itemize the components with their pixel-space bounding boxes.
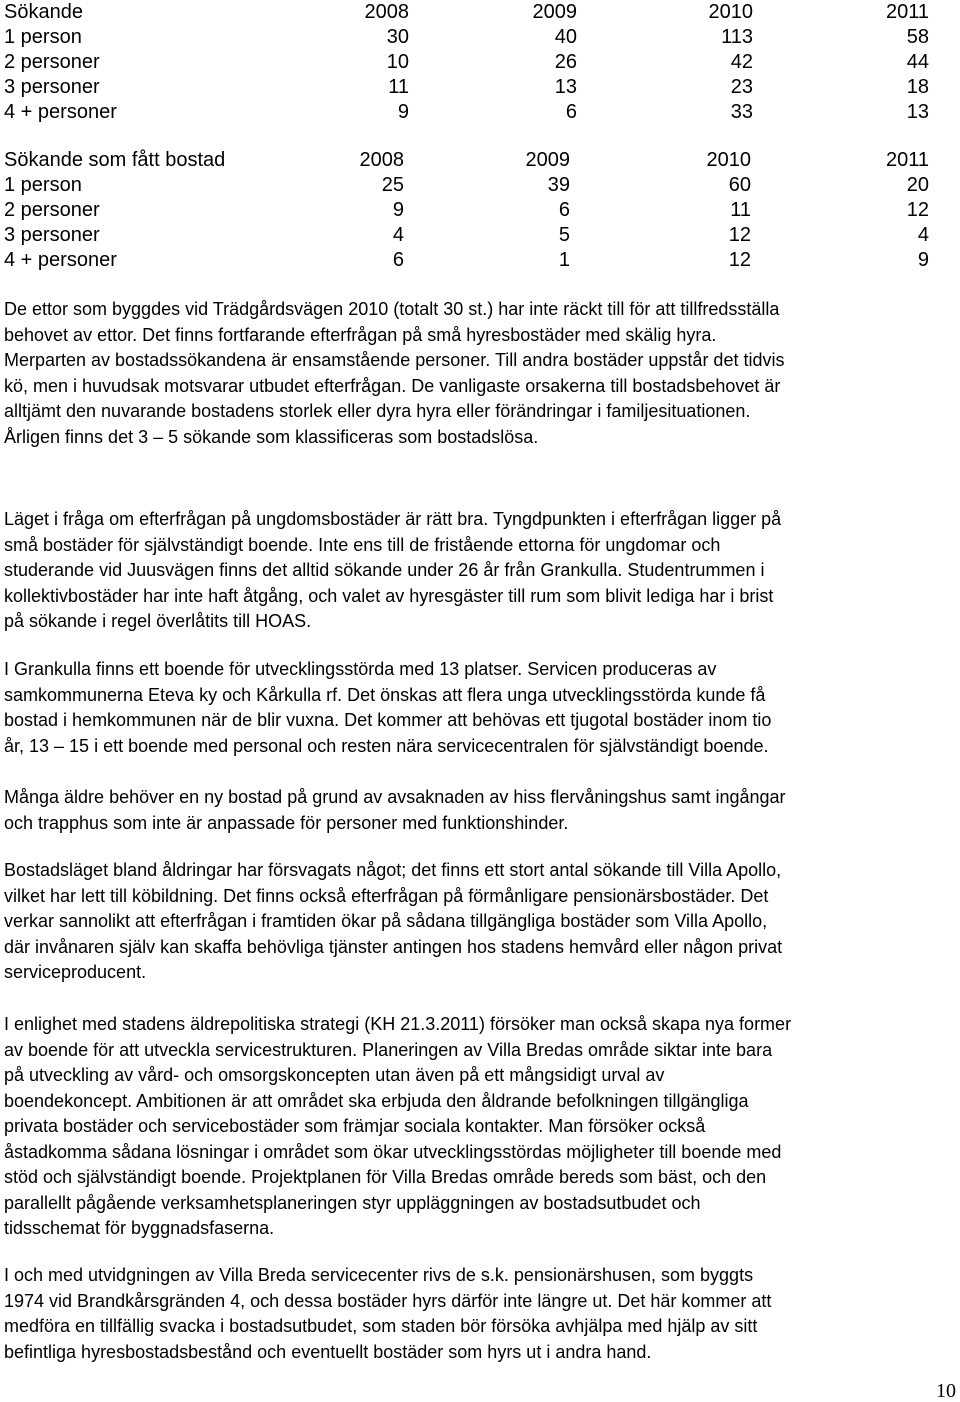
text-line: Läget i fråga om efterfrågan på ungdomsbostäder är rätt bra. Tyngdpunkten i efterfrågan ligger på	[4, 509, 782, 529]
value-cell: 11	[388, 76, 409, 98]
text-line: och trapphus som inte är anpassade för personer med funktionshinder.	[4, 812, 569, 833]
text-line: behovet av ettor. Det finns fortfarande efterfrågan på små hyresbostäder med skälig hyra.	[4, 324, 717, 345]
value-cell: 33	[730, 101, 753, 123]
value-cell: 4	[392, 224, 404, 246]
row-label-cell: 1 person	[4, 174, 82, 196]
page-number: 10	[936, 1380, 956, 1402]
paragraph-4	[4, 785, 960, 836]
text-line: De ettor som byggdes vid Trädgårdsvägen 2010 (totalt 30 st.) har inte räckt till för att tillfredsställa	[4, 299, 780, 319]
text-line: på utveckling av vård- och omsorgskoncepten utan även på ett mångsidigt urval av	[4, 1065, 665, 1085]
table-row	[4, 75, 929, 100]
value-cell: 4	[917, 224, 929, 246]
text-line: Merparten av bostadssökandena är ensamstående personer. Till andra bostäder uppstår det tidvis	[4, 350, 785, 370]
value-cell: 1	[558, 249, 570, 271]
row-label-cell: 3 personer	[4, 224, 100, 246]
applicants-table	[4, 0, 929, 125]
value-cell: 9	[392, 199, 404, 221]
text-line: 1974 vid Brandkårsgränden 4, och dessa bostäder hyrs därför inte längre ut. Det här kommer att	[4, 1290, 772, 1311]
value-cell: 30	[386, 26, 409, 48]
value-cell: 6	[558, 199, 570, 221]
table-row	[4, 223, 929, 248]
table-row	[4, 25, 929, 50]
text-line: I och med utvidgningen av Villa Breda servicecenter rivs de s.k. pensionärshusen, som byggts	[4, 1265, 754, 1285]
applicants-table-body	[4, 0, 929, 125]
paragraph-1	[4, 297, 960, 450]
value-cell: 40	[554, 26, 577, 48]
year-header-cell: 2011	[885, 149, 929, 171]
text-line: Årligen finns det 3 – 5 sökande som klassificeras som bostadslösa.	[4, 426, 539, 447]
text-line: tidsschemat för byggnadsfaserna.	[4, 1218, 275, 1238]
paragraph-2	[4, 507, 960, 635]
value-cell: 13	[906, 101, 929, 123]
text-line: I Grankulla finns ett boende för utvecklingsstörda med 13 platser. Servicen produceras av	[4, 659, 717, 679]
text-line: stöd och självständigt boende. Projektplanen för Villa Bredas område bereds som bäst, och den	[4, 1167, 767, 1187]
text-line: samkommunerna Eteva ky och Kårkulla rf. Det önskas att flera unga utvecklingsstörda kunde få	[4, 684, 766, 705]
row-label-cell: 4 + personer	[4, 249, 117, 271]
paragraph-6	[4, 1012, 960, 1242]
text-line: små bostäder för självständigt boende. Inte ens till de fristående ettorna för ungdomar och	[4, 534, 721, 555]
value-cell: 42	[730, 51, 753, 73]
text-line: på sökande i regel överlåtits till HOAS.	[4, 611, 312, 631]
value-cell: 58	[906, 26, 929, 48]
value-cell: 113	[721, 26, 753, 48]
year-header-cell: 2010	[706, 149, 751, 171]
text-line: I enlighet med stadens äldrepolitiska strategi (KH 21.3.2011) försöker man också skapa nya former	[4, 1014, 792, 1034]
text-line: studerande vid Juusvägen finns det alltid sökande under 26 år från Grankulla. Studentrummen i	[4, 560, 765, 580]
text-line: Bostadsläget bland åldringar har försvagats något; det finns ett stort antal sökande till Villa Apollo,	[4, 860, 782, 880]
value-cell: 5	[558, 224, 570, 246]
table-title-cell: Sökande	[4, 1, 83, 23]
row-label-cell: 1 person	[4, 26, 82, 48]
text-line: verkar sannolikt att efterfrågan i framtiden ökar på sådana tillgängliga bostäder som Villa Apollo,	[4, 911, 768, 931]
table-header-row	[4, 148, 929, 173]
value-cell: 44	[906, 51, 929, 73]
text-line: bostad i hemkommunen när de blir vuxna. Det kommer att behövas ett tjugotal bostäder inom tio	[4, 710, 772, 730]
row-label-cell: 4 + personer	[4, 101, 117, 123]
value-cell: 12	[728, 249, 751, 271]
year-header-cell: 2009	[525, 149, 570, 171]
value-cell: 6	[565, 101, 577, 123]
table-row	[4, 198, 929, 223]
text-line: kö, men i huvudsak motsvarar utbudet efterfrågan. De vanligaste orsakerna till bostadsbehovet är	[4, 375, 781, 396]
table-title-cell: Sökande som fått bostad	[4, 149, 226, 171]
text-line: serviceproducent.	[4, 962, 147, 982]
value-cell: 26	[554, 51, 577, 73]
text-line: år, 13 – 15 i ett boende med personal och resten nära servicecentralen för självständigt boende.	[4, 735, 769, 756]
value-cell: 6	[392, 249, 404, 271]
text-line: privata bostäder och servicebostäder som främjar sociala kontakter. Man försöker också	[4, 1116, 706, 1136]
year-header-cell: 2008	[359, 149, 404, 171]
applicants-housed-table-body	[4, 148, 929, 273]
paragraph-5	[4, 858, 960, 986]
year-header-cell: 2008	[364, 1, 409, 23]
value-cell: 10	[386, 51, 409, 73]
year-header-cell: 2010	[708, 1, 753, 23]
text-line: parallellt pågående verksamhetsplaneringen styr uppläggningen av bostadsutbudet och	[4, 1192, 701, 1213]
text-line: vilket har lett till köbildning. Det finns också efterfrågan på förmånligare pensionärsbostäder. Det	[4, 885, 769, 906]
value-cell: 20	[906, 174, 929, 196]
year-header-cell: 2009	[532, 1, 577, 23]
text-line: Många äldre behöver en ny bostad på grund av avsaknaden av hiss flervåningshus samt ingångar	[4, 787, 786, 807]
text-line: av boende för att utveckla servicestrukturen. Planeringen av Villa Bredas område siktar inte bara	[4, 1039, 773, 1060]
text-line: alltjämt den nuvarande bostadens storlek eller dyra hyra eller förändringar i familjesituationen.	[4, 401, 751, 421]
row-label-cell: 3 personer	[4, 76, 100, 98]
table-row	[4, 50, 929, 75]
table-header-row	[4, 0, 929, 25]
value-cell: 23	[730, 76, 753, 98]
paragraph-7	[4, 1263, 960, 1365]
value-cell: 12	[906, 199, 929, 221]
applicants-housed-table	[4, 148, 929, 273]
text-line: medföra en tillfällig svacka i bostadsutbudet, som staden bör försöka avhjälpa med hjälp av sitt	[4, 1316, 758, 1336]
text-line: boendekoncept. Ambitionen är att området ska erbjuda den åldrande befolkningen tillgängliga	[4, 1090, 749, 1111]
value-cell: 13	[554, 76, 577, 98]
value-cell: 9	[397, 101, 409, 123]
year-header-cell: 2011	[885, 1, 929, 23]
text-line: befintliga hyresbostadsbestånd och eventuellt bostäder som hyrs ut i andra hand.	[4, 1341, 652, 1362]
value-cell: 12	[728, 224, 751, 246]
table-row	[4, 248, 929, 273]
text-line: där invånaren själv kan skaffa behövliga tjänster antingen hos stadens hemvård eller någon privat	[4, 936, 783, 957]
row-label-cell: 2 personer	[4, 51, 100, 73]
text-line: kollektivbostäder har inte haft åtgång, och valet av hyresgäster till rum som blivit lediga har i brist	[4, 585, 774, 606]
value-cell: 25	[381, 174, 404, 196]
value-cell: 11	[730, 199, 751, 221]
table-row	[4, 173, 929, 198]
table-row	[4, 100, 929, 125]
value-cell: 60	[728, 174, 751, 196]
value-cell: 39	[547, 174, 570, 196]
value-cell: 9	[917, 249, 929, 271]
value-cell: 18	[906, 76, 929, 98]
paragraph-3	[4, 657, 960, 759]
row-label-cell: 2 personer	[4, 199, 100, 221]
text-line: åstadkomma sådana lösningar i området som ökar utvecklingsstördas möjligheter till boende med	[4, 1141, 782, 1162]
